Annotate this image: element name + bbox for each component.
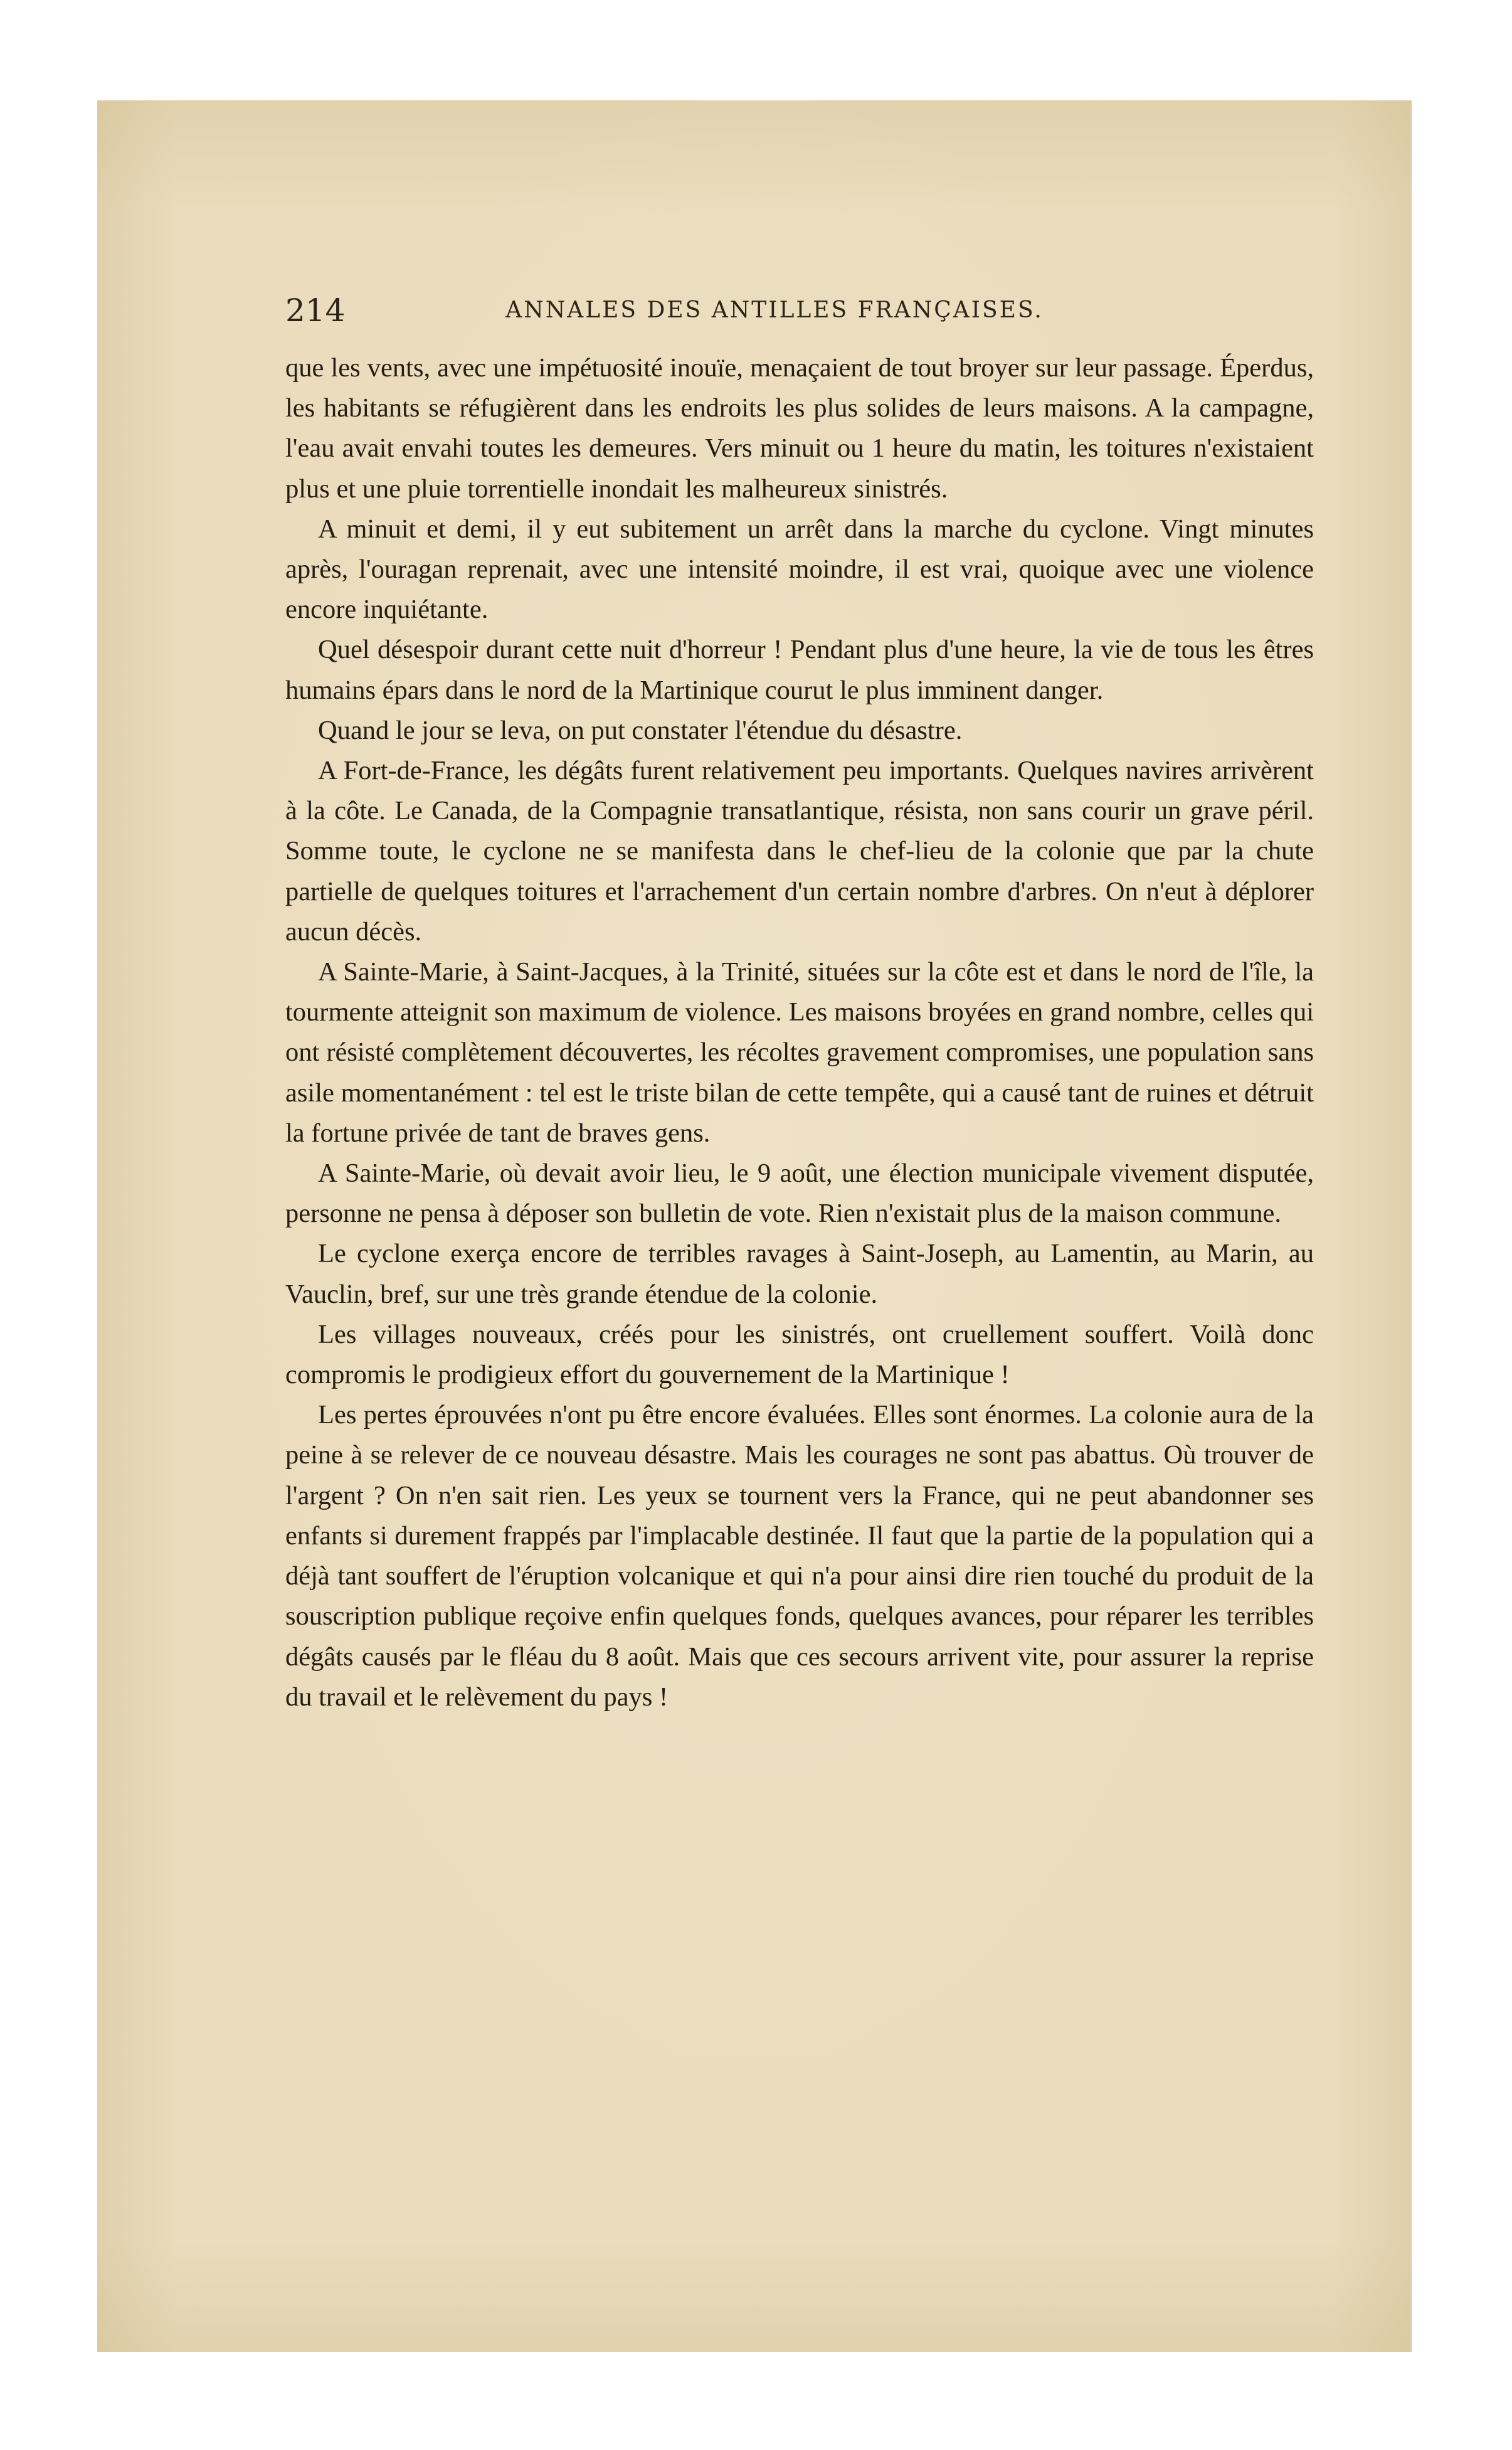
paragraph: Les pertes éprouvées n'ont pu être encore évaluées. Elles sont énormes. La colonie aura de la peine à se relever de ce nouveau désastre. Mais les courages ne sont pas abattus. Où trouver de l'argent ? On n'en sait rien. Les yeux se tournent vers la France, qui ne peut abandonner ses enfants si durement frappés par l'implacable destinée. Il faut que la partie de la population qui a déjà tant souffert de l'éruption volcanique et qui n'a pour ainsi dire rien touché du produit de la souscription publique reçoive enfin quelques fonds, quelques avances, pour réparer les terribles dégâts causés par le fléau du 8 août. Mais que ces secours arrivent vite, pour assurer la reprise du travail et le relèvement du pays ! — [285, 1400, 1314, 1712]
paragraph: Les villages nouveaux, créés pour les sinistrés, ont cruellement souffert. Voilà donc compromis le prodigieux effort du gouvernement de la Martinique ! — [285, 1319, 1314, 1390]
paragraph: A Sainte-Marie, où devait avoir lieu, le 9 août, une élection municipale vivement disputée, personne ne pensa à déposer son bulletin de vote. Rien n'existait plus de la maison commune. — [285, 1159, 1314, 1229]
paragraph: A minuit et demi, il y eut subitement un arrêt dans la marche du cyclone. Vingt minutes après, l'ouragan reprenait, avec une intensité moindre, il est vrai, quoique avec une violence encore inquiétante. — [285, 514, 1314, 625]
page-number: 214 — [285, 292, 346, 329]
paragraph: Quel désespoir durant cette nuit d'horreur ! Pendant plus d'une heure, la vie de tous les êtres humains épars dans le nord de la Martinique courut le plus imminent danger. — [285, 635, 1314, 705]
paragraph: Le cyclone exerça encore de terribles ravages à Saint-Joseph, au Lamentin, au Marin, au Vauclin, bref, sur une très grande étendue de la colonie. — [285, 1239, 1314, 1309]
running-title: ANNALES DES ANTILLES FRANÇAISES. — [505, 297, 1044, 323]
paragraph: que les vents, avec une impétuosité inouïe, menaçaient de tout broyer sur leur passage. Éperdus, les habitants se réfugièrent dans les endroits les plus solides de leurs maisons. A la campagne, l'eau avait envahi toutes les demeures. Vers minuit ou 1 heure du matin, les toitures n'existaient plus et une pluie torrentielle inondait les malheureux sinistrés. — [285, 353, 1314, 504]
body-text — [285, 348, 1314, 1717]
scanned-page — [97, 100, 1412, 2352]
page-header — [285, 289, 1264, 332]
paragraph: A Sainte-Marie, à Saint-Jacques, à la Trinité, situées sur la côte est et dans le nord de l'île, la tourmente atteignit son maximum de violence. Les maisons broyées en grand nombre, celles qui ont résisté complètement découvertes, les récoltes gravement compromises, une population sans asile momentanément : tel est le triste bilan de cette tempête, qui a causé tant de ruines et détruit la fortune privée de tant de braves gens. — [285, 957, 1314, 1148]
paragraph: A Fort-de-France, les dégâts furent relativement peu importants. Quelques navires arrivèrent à la côte. Le Canada, de la Compagnie transatlantique, résista, non sans courir un grave péril. Somme toute, le cyclone ne se manifesta dans le chef-lieu de la colonie que par la chute partielle de quelques toitures et l'arrachement d'un certain nombre d'arbres. On n'eut à déplorer aucun décès. — [285, 756, 1314, 947]
paragraph: Quand le jour se leva, on put constater l'étendue du désastre. — [318, 715, 963, 745]
